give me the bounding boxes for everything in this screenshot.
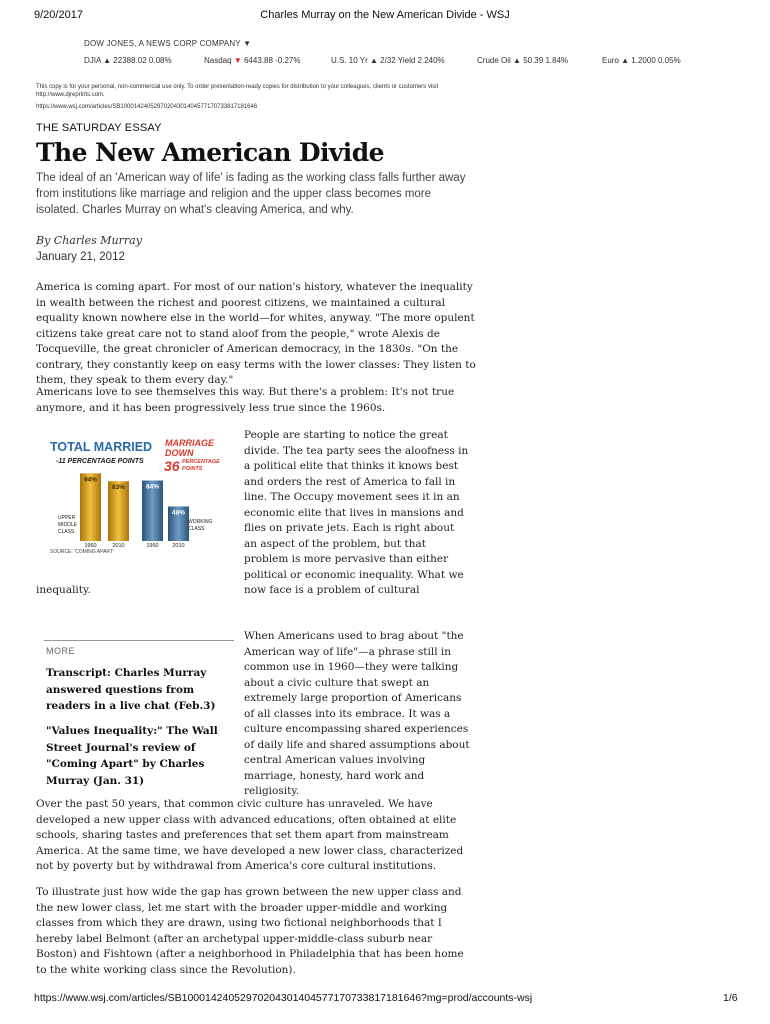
bar-value-label: 84% xyxy=(145,483,160,491)
bar-category-label: 1960 xyxy=(84,543,97,549)
ticker-change: 1.84% xyxy=(545,56,569,65)
reprint-notice xyxy=(36,83,476,99)
arrow-up-icon: ▲ xyxy=(621,56,630,65)
arrow-down-icon: ▼ xyxy=(233,56,242,65)
arrow-up-icon: ▲ xyxy=(103,56,112,65)
ticker-value: 6443.88 xyxy=(243,56,273,65)
ticker-name: U.S. 10 Yr xyxy=(331,56,368,65)
group-label-upper-1: UPPER xyxy=(58,515,76,521)
ticker-name: Euro xyxy=(602,56,619,65)
ticker-treasury[interactable] xyxy=(331,56,445,65)
paragraph-1: America is coming apart. For most of our nation's history, whatever the inequality in wealth between the richest and poorest citizens, we maintained a cultural equality known nowhere else in the world—for whites, anyway. "The more opulent citizens take great care not to stand aloof from the people," wrote Alexis de Tocqueville, the great chronicler of American democracy, in the 1830s. "On the contrary, they constantly keep on easy terms with the lower classes: They listen to them, they speak to them every day." xyxy=(36,281,476,386)
ticker-value: 1.2000 xyxy=(631,56,656,65)
brand-menu[interactable] xyxy=(84,39,251,48)
arrow-up-icon: ▲ xyxy=(513,56,521,65)
chart-source: SOURCE: 'COMING APART' xyxy=(50,549,114,555)
paragraph-4: When Americans used to brag about "the American way of life"—a phrase still in common use in 1960—they were talking about a civic culture that swept an extremely large proportion of Americans of all classes into its embrace. It was a culture encompassing shared experiences of daily life and shared assumptions about central American values involving marriage, honesty, hard work and religiosity. xyxy=(244,630,470,797)
ticker-name: Nasdaq xyxy=(204,56,232,65)
bar-value-label: 83% xyxy=(111,484,126,492)
kicker: THE SATURDAY ESSAY xyxy=(36,122,162,134)
ticker-name: Crude Oil xyxy=(477,56,511,65)
ticker-euro[interactable] xyxy=(602,56,681,65)
ticker-value: 50.39 xyxy=(523,56,544,65)
ticker-nasdaq[interactable] xyxy=(204,56,300,65)
ticker-crude-oil[interactable] xyxy=(477,56,568,65)
marriage-chart-svg xyxy=(44,433,222,559)
marriage-chart xyxy=(44,433,222,559)
dek: The ideal of an 'American way of life' is fading as the working class falls further away from institutions like marriage and religion and the upper class becomes more isolated. Charles Murray on what's cleaving America, and why. xyxy=(36,172,466,216)
bar-category-label: 1960 xyxy=(146,543,159,549)
bar-upper-1960 xyxy=(80,473,101,541)
ticker-value: 22388.02 xyxy=(113,56,147,65)
group-label-upper-2: MIDDLE xyxy=(58,522,77,528)
group-label-upper-3: CLASS xyxy=(58,529,75,535)
headline: The New American Divide xyxy=(36,138,384,167)
brand-text: DOW JONES, A NEWS CORP COMPANY xyxy=(84,39,241,48)
group-label-working-1: WORKING xyxy=(188,519,213,525)
more-label: MORE xyxy=(46,646,75,656)
paragraph-2: Americans love to see themselves this way. But there's a problem: It's not true anymore, and it has been progressively less true since the 1960s. xyxy=(36,386,455,414)
paragraph-3-tail: inequality. xyxy=(36,584,91,596)
reprints-link[interactable]: http://www.djreprints.com. xyxy=(36,92,105,98)
arrow-up-icon: ▲ xyxy=(370,56,378,65)
chart-decline-unit-2: POINTS xyxy=(182,466,203,472)
paragraph-3: People are starting to notice the great divide. The tea party sees the aloofness in a political elite that thinks it knows best and orders the rest of America to fall in line. The Occupy movement sees it in an economic elite that lives in mansions and flies on private jets. Each is right about an aspect of the problem, but that problem is more pervasive than either political or economic inequality. What we now face is a problem of cultural xyxy=(244,429,469,596)
ticker-change: 2.240% xyxy=(417,56,445,65)
chevron-down-icon: ▼ xyxy=(243,39,252,48)
footer-url[interactable]: https://www.wsj.com/articles/SB10001424052970204301404577170733817181646?mg=prod/accounts-wsj xyxy=(34,992,533,1004)
ticker-name: DJIA xyxy=(84,56,101,65)
chart-subtitle-left: -11 PERCENTAGE POINTS xyxy=(56,458,144,465)
bar-value-label: 48% xyxy=(171,509,186,517)
chart-title-left: TOTAL MARRIED xyxy=(50,440,153,454)
chart-title-right-2: DOWN xyxy=(165,448,194,458)
bar-value-label: 94% xyxy=(83,476,98,484)
chart-decline-unit-1: PERCENTAGE xyxy=(182,459,220,465)
page-number: 1/6 xyxy=(723,992,738,1004)
more-link-review[interactable]: "Values Inequality:" The Wall Street Journal's review of "Coming Apart" by Charles Murray (Jan. 31) xyxy=(46,725,218,787)
ticker-change: -0.27% xyxy=(275,56,301,65)
chart-decline-number: 36 xyxy=(164,458,180,474)
group-label-working-2: CLASS xyxy=(188,526,205,532)
more-box xyxy=(44,640,234,641)
bar-category-label: 2010 xyxy=(112,543,125,549)
article-date: January 21, 2012 xyxy=(36,251,125,263)
ticker-change: 0.05% xyxy=(658,56,681,65)
paragraph-5: Over the past 50 years, that common civic culture has unraveled. We have developed a new upper class with advanced educations, often obtained at elite schools, sharing tastes and preferences that set them apart from mainstream America. At the same time, we have developed a new lower class, characterized not by poverty but by withdrawal from America's core cultural institutions. xyxy=(36,798,464,872)
more-link-transcript[interactable]: Transcript: Charles Murray answered questions from readers in a live chat (Feb.3) xyxy=(46,667,216,712)
ticker-djia[interactable] xyxy=(84,56,172,65)
chart-title-right-1: MARRIAGE xyxy=(165,438,214,448)
byline[interactable]: By Charles Murray xyxy=(36,234,142,247)
notice-text: This copy is for your personal, non-commercial use only. To order presentation-ready copies for distribution to your colleagues, clients or customers visit xyxy=(36,84,439,90)
ticker-value: 2/32 Yield xyxy=(380,56,416,65)
print-title: Charles Murray on the New American Divide - WSJ xyxy=(260,9,510,21)
print-date: 9/20/2017 xyxy=(34,9,83,21)
bar-category-label: 2010 xyxy=(172,543,185,549)
ticker-change: 0.08% xyxy=(148,56,172,65)
article-url[interactable]: https://www.wsj.com/articles/SB10001424052970204301404577170733817181646 xyxy=(36,104,258,110)
paragraph-6: To illustrate just how wide the gap has grown between the new upper class and the new lower class, let me start with the broader upper-middle and working classes from which they are drawn, using two fictional neighborhoods that I hereby label Belmont (after an archetypal upper-middle-class suburb near Boston) and Fishtown (after a neighborhood in Philadelphia that has been home to the white working class since the Revolution). xyxy=(36,886,464,976)
